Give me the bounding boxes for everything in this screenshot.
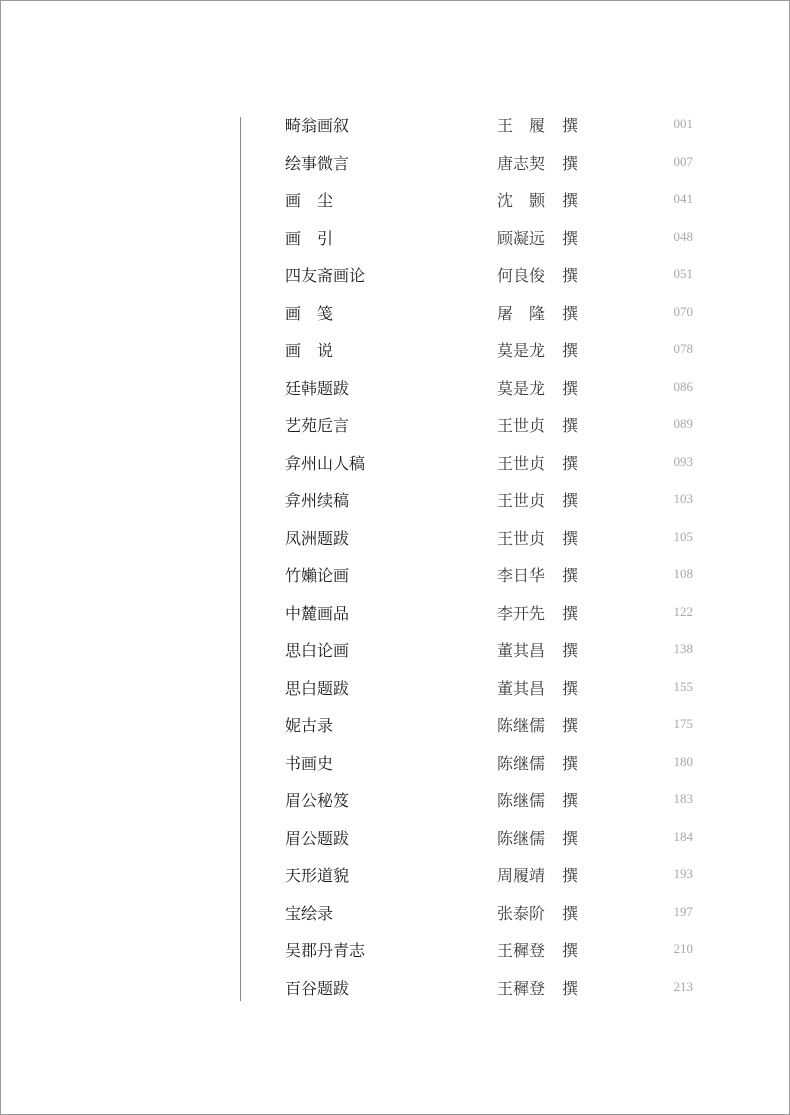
toc-entry-page-number: 175 [673, 716, 693, 731]
toc-entry[interactable] [1, 220, 789, 258]
toc-entry[interactable] [1, 707, 789, 745]
toc-entry-title: 竹嬾论画 [285, 566, 350, 585]
toc-entry-role: 撰 [562, 341, 579, 360]
toc-entry[interactable] [1, 145, 789, 183]
toc-entry-page-number: 210 [673, 941, 693, 956]
toc-entry-author: 沈 颢 [497, 191, 546, 210]
toc-entry-page-number: 213 [673, 978, 693, 994]
toc-entry-page-number: 051 [673, 266, 693, 281]
toc-entry-role: 撰 [562, 978, 579, 998]
toc-entry-title: 眉公题跋 [285, 828, 350, 848]
toc-entry-page-number: 007 [673, 153, 693, 169]
toc-entry-role: 撰 [562, 716, 579, 735]
toc-entry-author: 莫是龙 [497, 378, 546, 398]
toc-entry-author: 王世贞 [497, 416, 546, 435]
toc-entry-role: 撰 [562, 416, 579, 435]
toc-entry-title: 画 尘 [285, 191, 334, 210]
toc-entry-title: 书画史 [285, 753, 334, 773]
toc-entry-page-number: 138 [673, 641, 693, 656]
toc-entry-author: 李日华 [497, 566, 546, 585]
toc-entry-page-number: 048 [673, 228, 693, 244]
toc-entry-author: 王世贞 [497, 528, 546, 548]
toc-entry-title: 廷韩题跋 [285, 378, 350, 398]
toc-entry-role: 撰 [562, 528, 579, 548]
toc-entry-title: 画 说 [285, 341, 334, 360]
toc-entry-role: 撰 [562, 753, 579, 773]
toc-entry-role: 撰 [562, 828, 579, 848]
toc-entry-title: 画 笺 [285, 303, 334, 323]
toc-entry[interactable] [1, 782, 789, 820]
toc-entry-title: 艺苑卮言 [285, 416, 350, 435]
toc-entry-page-number: 108 [673, 566, 693, 581]
toc-entry[interactable] [1, 745, 789, 783]
toc-entry-author: 屠 隆 [497, 303, 546, 323]
toc-entry-author: 王穉登 [497, 978, 546, 998]
toc-entry-title: 弇州山人稿 [285, 453, 366, 473]
toc-entry-title: 中麓画品 [285, 603, 350, 623]
toc-entry[interactable] [1, 970, 789, 1008]
toc-entry-title: 眉公秘笈 [285, 791, 350, 810]
toc-entry-role: 撰 [562, 791, 579, 810]
toc-entry-title: 天形道貌 [285, 866, 350, 885]
toc-entry[interactable] [1, 107, 789, 145]
toc-entry[interactable] [1, 932, 789, 970]
toc-entry-author: 王世贞 [497, 491, 546, 510]
toc-entry-role: 撰 [562, 266, 579, 285]
toc-entry-author: 莫是龙 [497, 341, 546, 360]
toc-entry-title: 弇州续稿 [285, 491, 350, 510]
toc-entry-author: 陈继儒 [497, 828, 546, 848]
toc-entry-role: 撰 [562, 678, 579, 698]
toc-entry[interactable] [1, 632, 789, 670]
toc-entry-page-number: 105 [673, 528, 693, 544]
table-of-contents [1, 107, 789, 1007]
toc-entry-role: 撰 [562, 228, 579, 248]
toc-entry-page-number: 155 [673, 678, 693, 694]
toc-entry-page-number: 086 [673, 378, 693, 394]
toc-entry[interactable] [1, 257, 789, 295]
toc-entry-role: 撰 [562, 153, 579, 173]
toc-entry-role: 撰 [562, 191, 579, 210]
toc-entry-role: 撰 [562, 303, 579, 323]
toc-entry-role: 撰 [562, 453, 579, 473]
toc-entry-author: 何良俊 [497, 266, 546, 285]
toc-entry-title: 吴郡丹青志 [285, 941, 366, 960]
toc-entry-author: 董其昌 [497, 678, 546, 698]
toc-entry-title: 四友斋画论 [285, 266, 366, 285]
toc-entry[interactable] [1, 482, 789, 520]
toc-entry-page-number: 093 [673, 453, 693, 469]
toc-entry[interactable] [1, 370, 789, 408]
toc-entry-page-number: 184 [673, 828, 693, 844]
toc-entry-author: 王世贞 [497, 453, 546, 473]
toc-entry-role: 撰 [562, 641, 579, 660]
toc-entry-title: 思白题跋 [285, 678, 350, 698]
toc-entry-author: 周履靖 [497, 866, 546, 885]
toc-entry-page-number: 001 [673, 116, 693, 131]
toc-entry[interactable] [1, 895, 789, 933]
toc-entry-author: 王穉登 [497, 941, 546, 960]
toc-entry-page-number: 089 [673, 416, 693, 431]
toc-entry-title: 画 引 [285, 228, 334, 248]
toc-entry-title: 凤洲题跋 [285, 528, 350, 548]
toc-entry-role: 撰 [562, 116, 579, 135]
toc-entry[interactable] [1, 182, 789, 220]
toc-entry-author: 王 履 [497, 116, 546, 135]
toc-entry-role: 撰 [562, 903, 579, 923]
toc-entry-page-number: 193 [673, 866, 693, 881]
toc-entry[interactable] [1, 595, 789, 633]
toc-entry-role: 撰 [562, 566, 579, 585]
toc-entry[interactable] [1, 557, 789, 595]
toc-entry[interactable] [1, 670, 789, 708]
toc-entry-title: 畸翁画叙 [285, 116, 350, 135]
toc-entry-role: 撰 [562, 866, 579, 885]
toc-entry-page-number: 122 [673, 603, 693, 619]
toc-entry-title: 绘事微言 [285, 153, 350, 173]
toc-entry-author: 陈继儒 [497, 791, 546, 810]
toc-entry-role: 撰 [562, 378, 579, 398]
toc-entry-page-number: 070 [673, 303, 693, 319]
toc-entry-role: 撰 [562, 603, 579, 623]
toc-entry[interactable] [1, 820, 789, 858]
toc-entry-page-number: 078 [673, 341, 693, 356]
toc-entry-page-number: 180 [673, 753, 693, 769]
toc-entry-role: 撰 [562, 491, 579, 510]
toc-entry-title: 思白论画 [285, 641, 350, 660]
toc-entry-title: 妮古录 [285, 716, 334, 735]
toc-entry-page-number: 041 [673, 191, 693, 206]
toc-entry[interactable] [1, 857, 789, 895]
toc-entry[interactable] [1, 295, 789, 333]
toc-entry-author: 陈继儒 [497, 753, 546, 773]
toc-entry[interactable] [1, 520, 789, 558]
toc-entry-title: 宝绘录 [285, 903, 334, 923]
toc-entry-role: 撰 [562, 941, 579, 960]
toc-entry-page-number: 183 [673, 791, 693, 806]
toc-entry-title: 百谷题跋 [285, 978, 350, 998]
toc-entry-author: 李开先 [497, 603, 546, 623]
toc-entry[interactable] [1, 332, 789, 370]
toc-entry-author: 陈继儒 [497, 716, 546, 735]
toc-entry-author: 张泰阶 [497, 903, 546, 923]
toc-entry-page-number: 103 [673, 491, 693, 506]
toc-entry-page-number: 197 [673, 903, 693, 919]
toc-entry[interactable] [1, 445, 789, 483]
toc-entry[interactable] [1, 407, 789, 445]
toc-entry-author: 顾凝远 [497, 228, 546, 248]
toc-entry-author: 董其昌 [497, 641, 546, 660]
toc-entry-author: 唐志契 [497, 153, 546, 173]
